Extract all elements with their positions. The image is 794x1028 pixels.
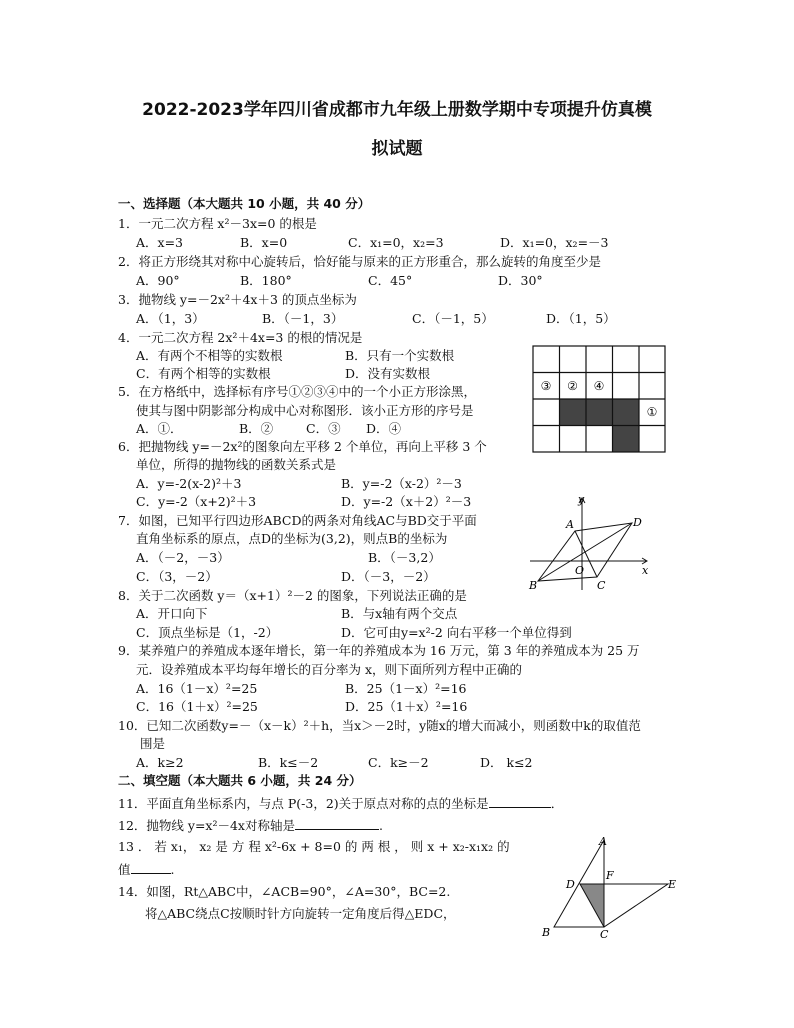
q8-option-d: D．它可由y=x²-2 向右平移一个单位得到 <box>341 625 572 640</box>
q2-option-b: B．180° <box>240 273 292 288</box>
q10-option-a: A．k≥2 <box>136 755 184 770</box>
q12-end: . <box>378 818 383 833</box>
label-c: C <box>597 579 606 592</box>
label-a: A <box>566 518 574 531</box>
q5-option-a: A．①． <box>136 421 183 436</box>
q12-text: 12．抛物线 y=x²－4x对称轴是 <box>118 818 295 833</box>
q9-option-b: B．25（1－x）²=16 <box>345 681 467 696</box>
q13-end: . <box>170 862 175 877</box>
q5-option-b: B．② <box>239 421 274 436</box>
q8-stem: 8．关于二次函数 y＝（x+1）²－2 的图象，下列说法正确的是 <box>118 588 467 603</box>
q5-stem-line1: 5．在方格纸中，选择标有序号①②③④中的一个小正方形涂黑， <box>118 384 476 399</box>
grid-lines <box>533 346 665 452</box>
grid-label-2: ② <box>567 379 578 393</box>
q5-stem-line2: 使其与图中阴影部分构成中心对称图形．该小正方形的序号是 <box>136 403 474 418</box>
label-o: O <box>575 564 585 577</box>
q7-stem-line2: 直角坐标系的原点，点D的坐标为(3,2)，则点B的坐标为 <box>136 531 448 546</box>
diagonal-bd <box>538 523 632 581</box>
q7-option-c: C．（3，－2） <box>136 569 218 584</box>
q10-option-c: C．k≥－2 <box>368 755 429 770</box>
shaded-cell-bottom <box>612 426 639 453</box>
q7-option-d: D．（－3，－2） <box>341 569 436 584</box>
q1-option-b: B．x=0 <box>240 235 288 250</box>
label-a: A <box>599 835 607 848</box>
q11-answer-blank[interactable] <box>489 795 551 808</box>
grid-figure <box>532 343 666 457</box>
q6-option-a: A．y=-2(x-2)²＋3 <box>136 476 242 491</box>
q7-option-b: B．（－3,2） <box>368 550 441 565</box>
q1-option-a: A．x=3 <box>136 235 184 250</box>
label-y: y <box>578 493 585 506</box>
q7-stem-line1: 7．如图，已知平行四边形ABCD的两条对角线AC与BD交于平面 <box>118 513 477 528</box>
label-c: C <box>600 928 609 940</box>
shaded-cells-row <box>559 399 639 426</box>
q9-stem-line2: 元．设养殖成本平均每年增长的百分率为 x，则下面所列方程中正确的 <box>136 662 523 677</box>
q8-option-b: B．与x轴有两个交点 <box>341 606 458 621</box>
q11-end: ． <box>550 796 564 811</box>
q12-line <box>118 817 383 834</box>
label-b: B <box>542 926 551 939</box>
q10-stem-line2: 围是 <box>140 736 166 751</box>
label-d: D <box>566 878 575 891</box>
section2-heading: 二、填空题（本大题共 6 小题，共 24 分） <box>118 773 362 788</box>
q8-option-c: C．顶点坐标是（1，-2） <box>136 625 279 640</box>
q5-option-d: D．④ <box>366 421 402 436</box>
q11-line <box>118 795 563 812</box>
label-b: B <box>529 579 538 592</box>
q3-stem: 3．抛物线 y=－2x²＋4x＋3 的顶点坐标为 <box>118 292 357 307</box>
q10-option-b: B．k≤－2 <box>258 755 319 770</box>
q9-option-a: A．16（1－x）²=25 <box>136 681 258 696</box>
q6-stem-line1: 6．把抛物线 y=－2x²的图象向左平移 2 个单位，再向上平移 3 个 <box>118 439 487 454</box>
q5-option-c: C．③ <box>306 421 341 436</box>
q13-answer-blank[interactable] <box>131 861 171 874</box>
grid-label-1: ① <box>646 405 658 419</box>
q10-stem-line1: 10．已知二次函数y=－（x－k）²＋h，当x＞－2时，y随x的增大而减小，则函数中k的取值范 <box>118 718 641 733</box>
q1-option-d: D．x₁=0，x₂=－3 <box>500 235 609 250</box>
page-title-line2: 拟试题 <box>371 139 423 159</box>
q13-text: 值 <box>118 862 131 877</box>
q1-option-c: C．x₁=0，x₂=3 <box>348 235 444 250</box>
q4-option-d: D．没有实数根 <box>345 366 431 381</box>
q11-text: 11．平面直角坐标系内，与点 P(-3，2)关于原点对称的点的坐标是 <box>118 796 489 811</box>
q4-stem: 4．一元二次方程 2x²＋4x=3 的根的情况是 <box>118 330 363 345</box>
q6-option-b: B．y=-2（x-2）²－3 <box>341 476 462 491</box>
q13-line1: 13 ． 若 x₁， x₂ 是 方 程 x²-6x + 8=0 的 两 根 ， 则 x + x₂-x₁x₂ 的 <box>118 839 510 854</box>
label-x: x <box>642 564 649 577</box>
q3-option-c: C．（－1，5） <box>412 311 494 326</box>
q4-option-b: B．只有一个实数根 <box>345 348 455 363</box>
q9-stem-line1: 9．某养殖户的养殖成本逐年增长，第一年的养殖成本为 16 万元，第 3 年的养殖成本为 25 万 <box>118 643 640 658</box>
q4-option-a: A．有两个不相等的实数根 <box>136 348 283 363</box>
parallelogram-figure <box>525 493 655 593</box>
grid-label-4: ④ <box>593 379 605 393</box>
q3-option-d: D．（1，5） <box>546 311 616 326</box>
q3-option-a: A．（1，3） <box>136 311 205 326</box>
q2-option-a: A．90° <box>136 273 180 288</box>
grid-label-3: ③ <box>540 379 552 393</box>
q9-option-c: C．16（1＋x）²=25 <box>136 699 258 714</box>
q4-option-c: C．有两个相等的实数根 <box>136 366 271 381</box>
q3-option-b: B．（－1，3） <box>262 311 344 326</box>
q2-option-c: C．45° <box>368 273 413 288</box>
q8-option-a: A．开口向下 <box>136 606 208 621</box>
q9-option-d: D．25（1＋x）²=16 <box>345 699 468 714</box>
q6-option-c: C．y=-2（x+2)²＋3 <box>136 494 257 509</box>
q12-answer-blank[interactable] <box>295 817 379 830</box>
q13-line2 <box>118 861 175 878</box>
q1-stem: 1．一元二次方程 x²－3x=0 的根是 <box>118 216 317 231</box>
q2-stem: 2．将正方形绕其对称中心旋转后，恰好能与原来的正方形重合，那么旋转的角度至少是 <box>118 254 601 269</box>
q6-option-d: D．y=-2（x＋2）²－3 <box>341 494 472 509</box>
q6-stem-line2: 单位，所得的抛物线的函数关系式是 <box>136 457 337 472</box>
q14-line1: 14．如图，Rt△ABC中，∠ACB=90°，∠A=30°，BC=2. <box>118 884 451 899</box>
label-f: F <box>606 869 614 882</box>
label-e: E <box>668 878 677 891</box>
q10-option-d: D． k≤2 <box>480 755 533 770</box>
triangle-figure <box>540 835 686 940</box>
q7-option-a: A．（－2，－3） <box>136 550 230 565</box>
q14-line2: 将△ABC绕点C按顺时针方向旋转一定角度后得△EDC， <box>145 906 456 921</box>
page-title-line1: 2022-2023学年四川省成都市九年级上册数学期中专项提升仿真模 <box>142 100 652 120</box>
label-d: D <box>633 516 642 529</box>
section1-heading: 一、选择题（本大题共 10 小题，共 40 分） <box>118 196 371 211</box>
q2-option-d: D．30° <box>498 273 543 288</box>
